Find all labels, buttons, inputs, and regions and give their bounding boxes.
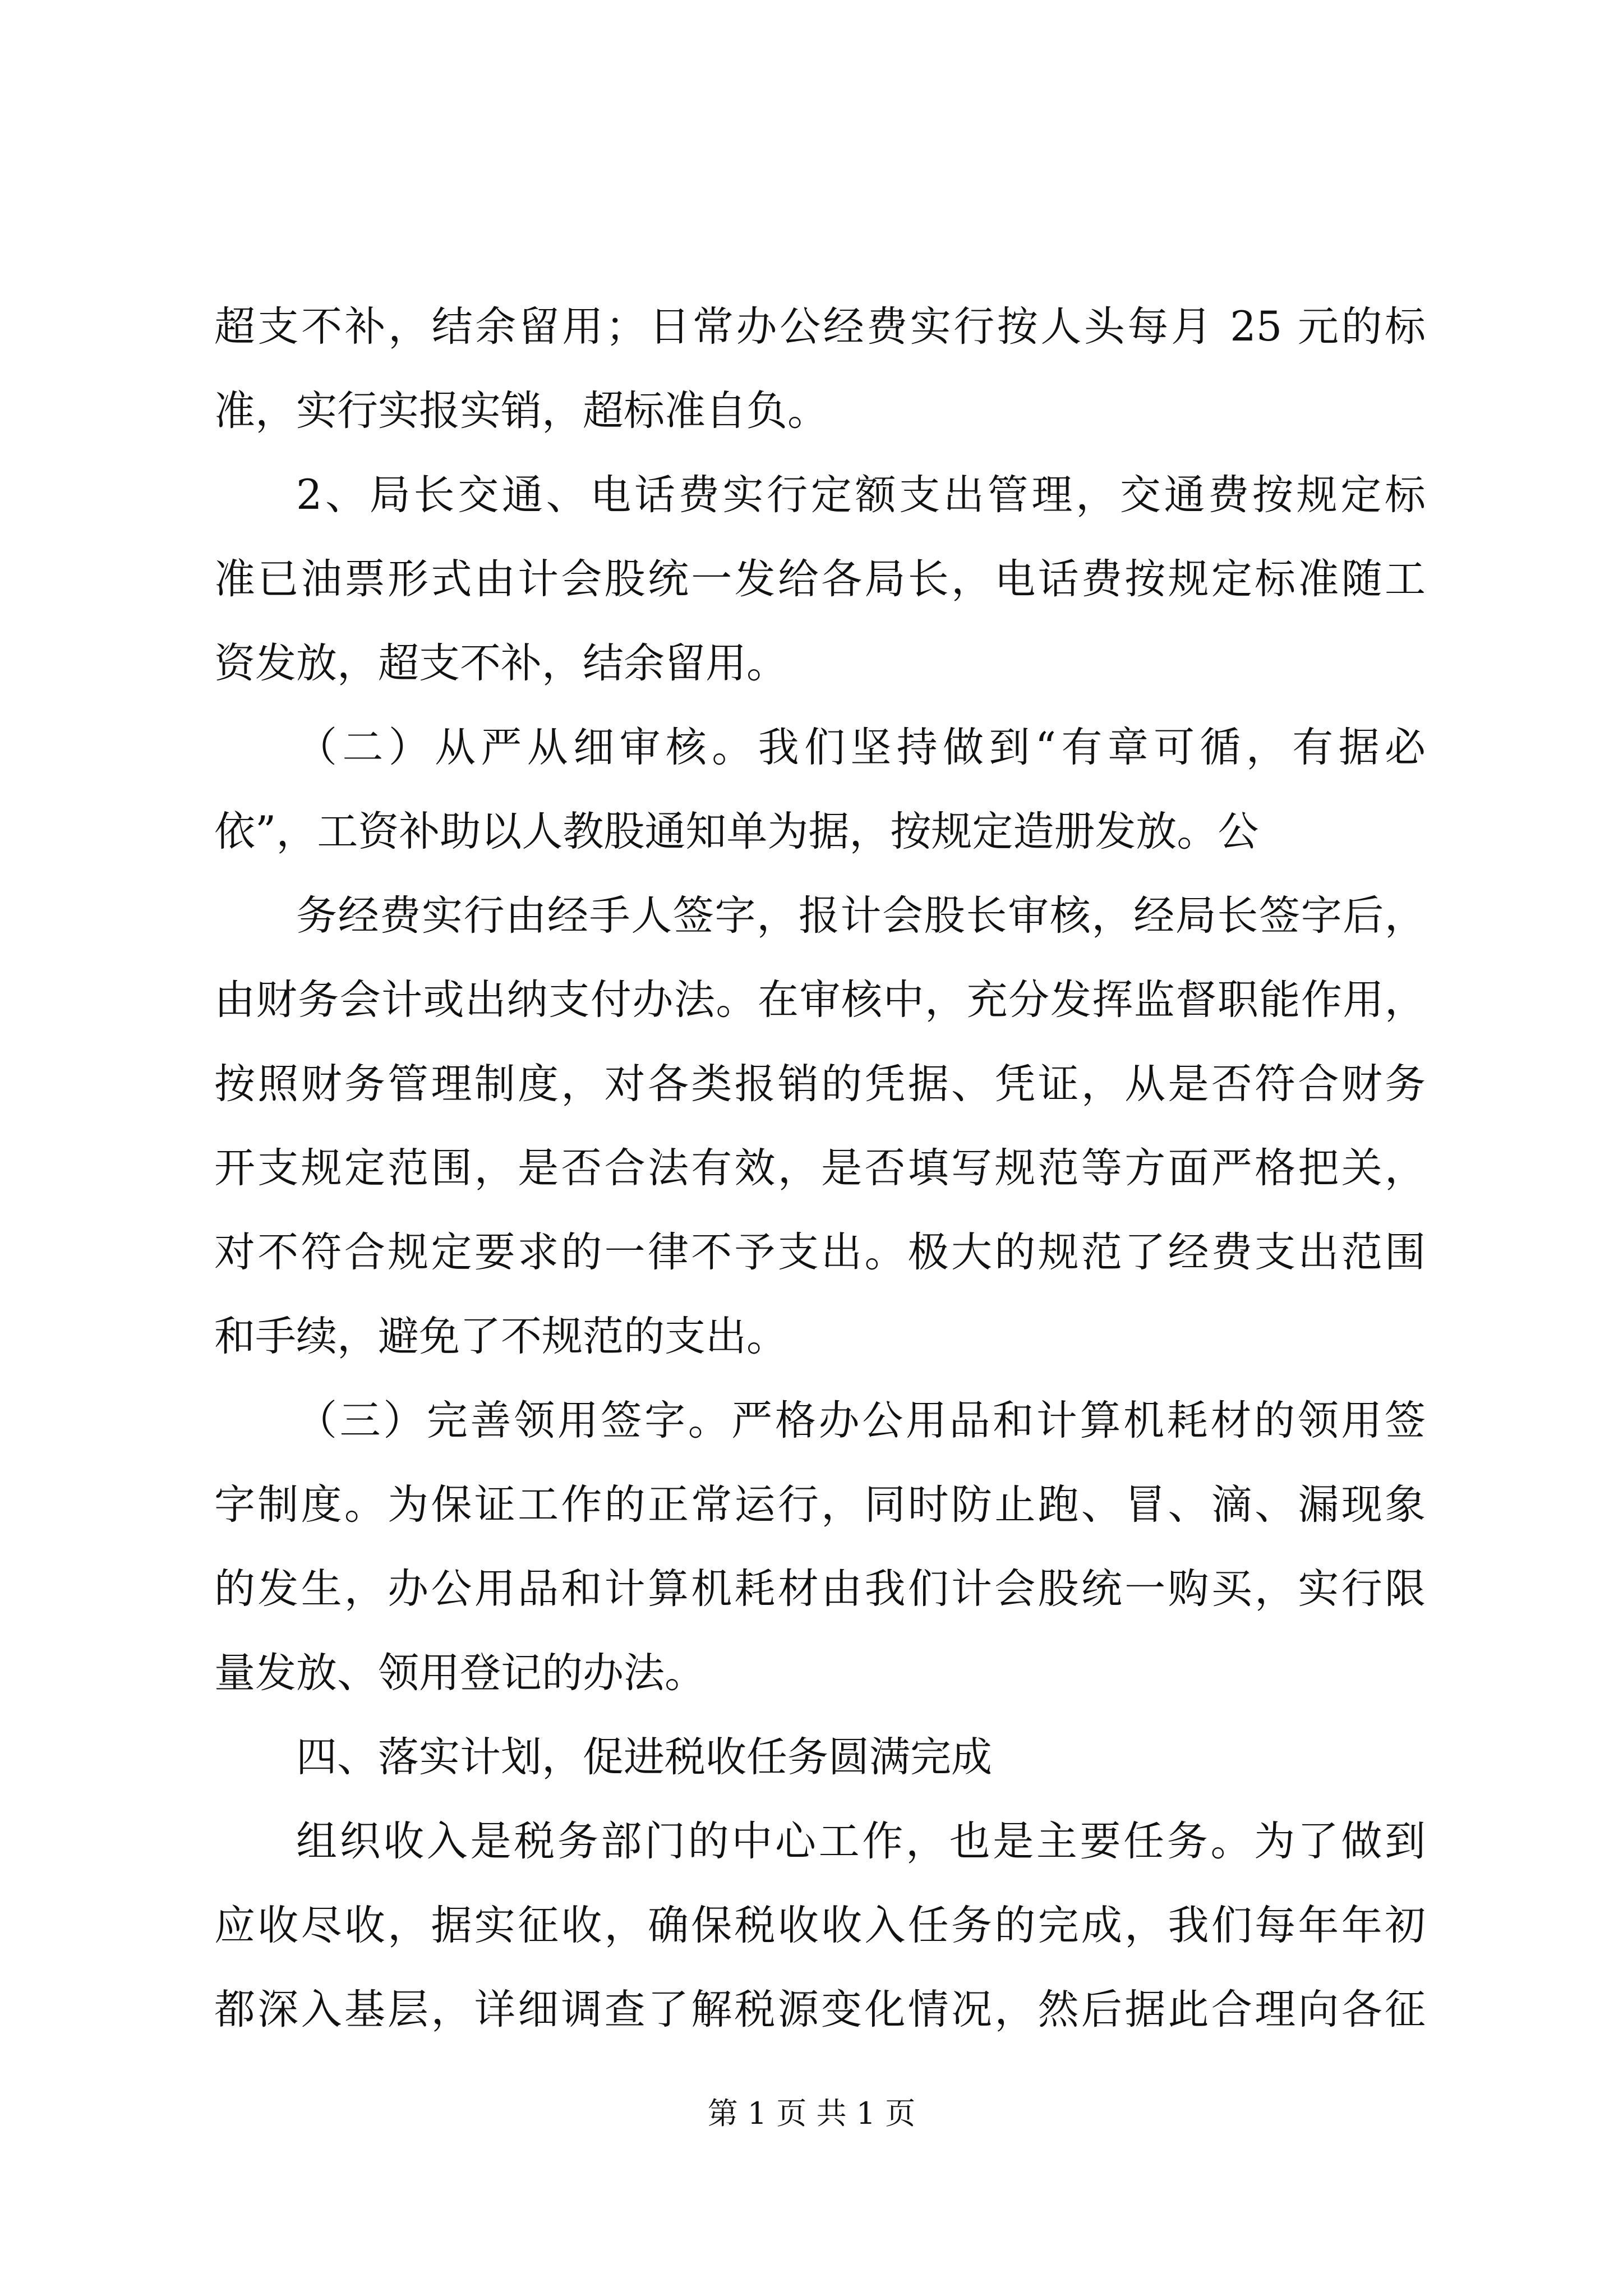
text-line: 对不符合规定要求的一律不予支出。极大的规范了经费支出范围 bbox=[214, 1228, 1426, 1276]
text-line: 准已油票形式由计会股统一发给各局长，电话费按规定标准随工 bbox=[214, 555, 1426, 603]
text-line: 准，实行实报实销，超标准自负。 bbox=[214, 387, 828, 435]
page-footer bbox=[0, 2091, 1623, 2136]
body-text bbox=[214, 285, 1426, 2052]
text-line: 依”，工资补助以人教股通知单为据，按规定造册发放。公 bbox=[214, 808, 1259, 855]
text-line: 应收尽收，据实征收，确保税收收入任务的完成，我们每年年初 bbox=[214, 1902, 1426, 1949]
text-line: 按照财务管理制度，对各类报销的凭据、凭证，从是否符合财务 bbox=[214, 1060, 1426, 1108]
text-line: 开支规定范围，是否合法有效，是否填写规范等方面严格把关， bbox=[214, 1144, 1426, 1192]
page-number-label: 第 1 页 共 1 页 bbox=[707, 2096, 916, 2131]
text-line: 量发放、领用登记的办法。 bbox=[214, 1649, 706, 1697]
text-line: 2、局长交通、电话费实行定额支出管理，交通费按规定标 bbox=[296, 471, 1426, 519]
text-line: （二）从严从细审核。我们坚持做到“有章可循，有据必 bbox=[296, 724, 1426, 771]
text-line: 字制度。为保证工作的正常运行，同时防止跑、冒、滴、漏现象 bbox=[214, 1481, 1426, 1529]
section-heading: 四、落实计划，促进税收任务圆满完成 bbox=[296, 1733, 992, 1781]
text-line: 的发生，办公用品和计算机耗材由我们计会股统一购买，实行限 bbox=[214, 1565, 1426, 1613]
text-line: 都深入基层，详细调查了解税源变化情况，然后据此合理向各征 bbox=[214, 1986, 1426, 2033]
text-line: （三）完善领用签字。严格办公用品和计算机耗材的领用签 bbox=[296, 1397, 1426, 1444]
text-line: 超支不补，结余留用；日常办公经费实行按人头每月 25 元的标 bbox=[214, 303, 1426, 351]
text-line: 由财务会计或出纳支付办法。在审核中，充分发挥监督职能作用， bbox=[214, 976, 1426, 1024]
text-line: 和手续，避免了不规范的支出。 bbox=[214, 1313, 787, 1360]
text-line: 务经费实行由经手人签字，报计会股长审核，经局长签字后， bbox=[296, 892, 1426, 940]
text-line: 组织收入是税务部门的中心工作，也是主要任务。为了做到 bbox=[296, 1818, 1426, 1865]
text-line: 资发放，超支不补，结余留用。 bbox=[214, 639, 787, 687]
